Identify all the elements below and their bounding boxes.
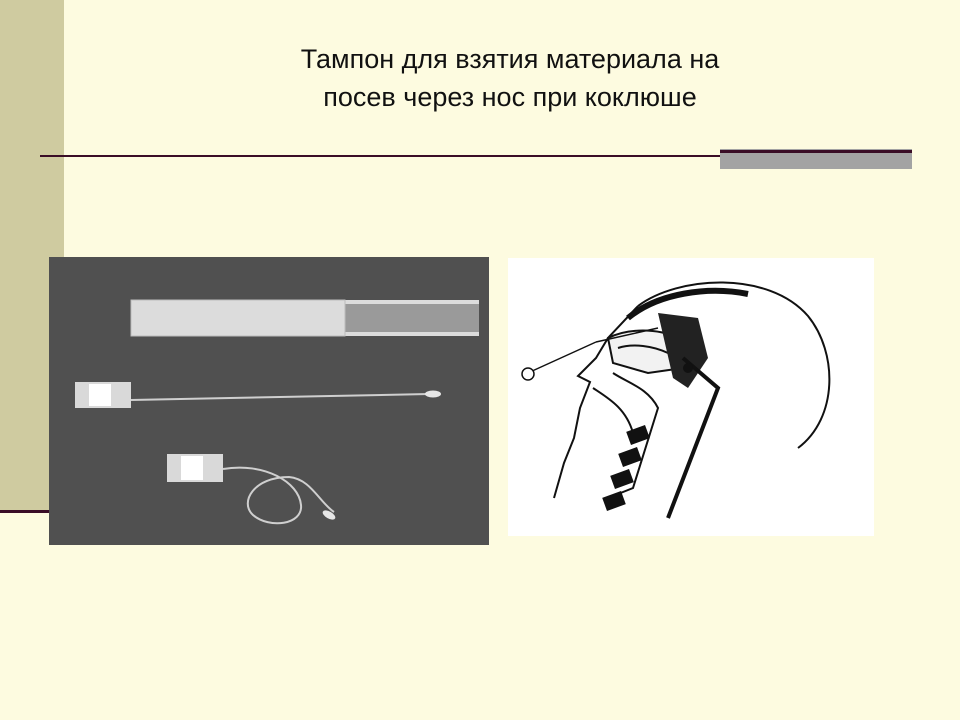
swab-tip-2 (321, 508, 337, 521)
vertebra-1 (626, 425, 650, 445)
swab-wire-1 (131, 394, 429, 400)
nasopharynx-diagram (508, 258, 874, 536)
swab-tube-window (345, 304, 479, 332)
neck-back-outline (668, 358, 718, 518)
title-line-2: посев через нос при коклюше (323, 82, 697, 112)
skull-base (628, 291, 748, 318)
side-band-bottom-rule (0, 510, 50, 513)
vertebra-2 (618, 447, 642, 467)
vertebra-3 (610, 469, 634, 489)
head-section-drawing (508, 258, 874, 536)
vertebra-4 (602, 491, 626, 511)
slide-title (200, 40, 820, 116)
tongue-outline (593, 388, 633, 433)
swab-cap-1-label (89, 384, 111, 406)
swab-tip-marker (683, 363, 693, 373)
swab-handle-icon (522, 368, 534, 380)
swab-tip-1 (425, 391, 441, 398)
title-line-1: Тампон для взятия материала на (300, 44, 720, 74)
swab-wire-2 (223, 468, 334, 524)
swab-cap-2-label (181, 456, 203, 480)
swab-photo-drawing (49, 257, 489, 545)
title-divider-accent-line (720, 150, 912, 153)
swab-photo (49, 257, 489, 545)
